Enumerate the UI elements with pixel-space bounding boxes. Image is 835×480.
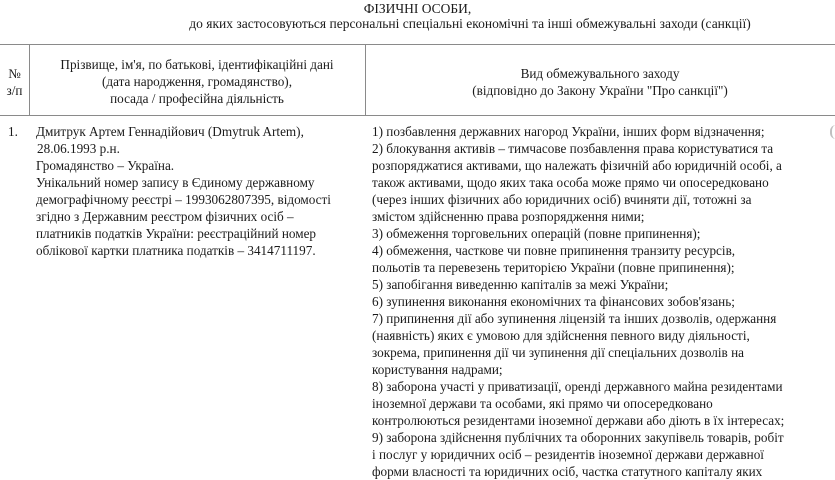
- measure-line: 8) заборона участі у приватизації, оренді державного майна резидентами: [372, 379, 783, 394]
- person-line: згідно з Державним реєстром фізичних осіб –: [36, 209, 294, 224]
- person-line: Дмитрук Артем Геннадійович (Dmytruk Artem),: [36, 124, 304, 139]
- person-line: Громадянство – Україна.: [36, 158, 175, 173]
- measure-line: контролюються резидентами іноземної держави або діють в їх інтересах;: [372, 413, 785, 428]
- measure-line: зокрема, припинення дії чи зупинення дії спеціальних дозволів на: [372, 345, 744, 360]
- measure-line: 5) запобігання виведенню капіталів за межі України;: [372, 277, 669, 292]
- measure-line: 7) припинення дії або зупинення ліцензій та інших дозволів, одержання: [372, 311, 777, 326]
- header-measure-line2: (відповідно до Закону України "Про санкції"): [472, 83, 728, 98]
- header-measure: [365, 65, 835, 99]
- measures-list: [372, 123, 784, 480]
- measure-line: (наявність) яких є умовою для здійснення певного виду діяльності,: [372, 328, 750, 343]
- document-subtitle: до яких застосовуються персональні спеціальні економічні та інші обмежувальні заходи (санкції): [189, 16, 751, 31]
- measure-line: 3) обмеження торговельних операцій (повне припинення);: [372, 226, 701, 241]
- header-person-line3: посада / професійна діяльність: [110, 91, 284, 106]
- header-person-line2: (дата народження, громадянство),: [101, 74, 292, 89]
- measure-line: і послуг у юридичних осіб – резидентів іноземної держави державної: [372, 447, 764, 462]
- person-line: 28.06.1993 р.н.: [37, 141, 120, 156]
- measure-line: 2) блокування активів – тимчасове позбавлення права користуватися та: [372, 141, 774, 156]
- header-person-line1: Прізвище, ім'я, по батькові, ідентифікаційні дані: [60, 57, 334, 72]
- header-number-line2: з/п: [6, 83, 23, 98]
- next-column-edge: [830, 125, 835, 139]
- header-number: [0, 65, 29, 99]
- header-person: [29, 56, 365, 107]
- measure-line: змістом здійсненню права розпорядження ними;: [372, 209, 645, 224]
- header-measure-line1: Вид обмежувального заходу: [520, 66, 680, 81]
- measure-line: 1) позбавлення державних нагород України, інших форм відзначення;: [372, 124, 765, 139]
- sanctions-table: [0, 44, 835, 479]
- person-line: платників податків України: реєстраційний номер: [36, 226, 317, 241]
- document-title: ФІЗИЧНІ ОСОБИ,: [363, 1, 472, 16]
- measure-line: польотів та перевезень територією України (повне припинення);: [372, 260, 735, 275]
- measure-line: іноземної держави та особами, які прямо чи опосередковано: [372, 396, 713, 411]
- measure-line: 9) заборона здійснення публічних та оборонних закупівель товарів, робіт: [372, 430, 784, 445]
- measure-line: 4) обмеження, часткове чи повне припинення транзиту ресурсів,: [372, 243, 736, 258]
- measure-line: користування надрами;: [372, 362, 503, 377]
- measure-line: розпоряджатися активами, що належать фізичній або юридичній особі, а: [372, 158, 782, 173]
- measure-line: 6) зупинення виконання економічних та фінансових зобов'язань;: [372, 294, 735, 309]
- header-number-line1: №: [8, 66, 21, 81]
- person-line: демографічному реєстрі – 1993062807395, відомості: [36, 192, 331, 207]
- measure-line: також активами, щодо яких така особа може прямо чи опосередковано: [372, 175, 769, 190]
- table-top-border: [0, 44, 835, 45]
- person-line: облікової картки платника податків – 3414711197.: [36, 243, 316, 258]
- person-line: Унікальний номер запису в Єдиному державному: [36, 175, 315, 190]
- row-number: 1.: [8, 124, 18, 139]
- header-bottom-border: [0, 115, 835, 116]
- measure-line: (через інших фізичних або юридичних осіб) вчиняти дії, тотожні за: [372, 192, 752, 207]
- person-details: [36, 123, 331, 259]
- measure-line: форми власності та юридичних осіб, частка статутного капіталу яких: [372, 464, 763, 479]
